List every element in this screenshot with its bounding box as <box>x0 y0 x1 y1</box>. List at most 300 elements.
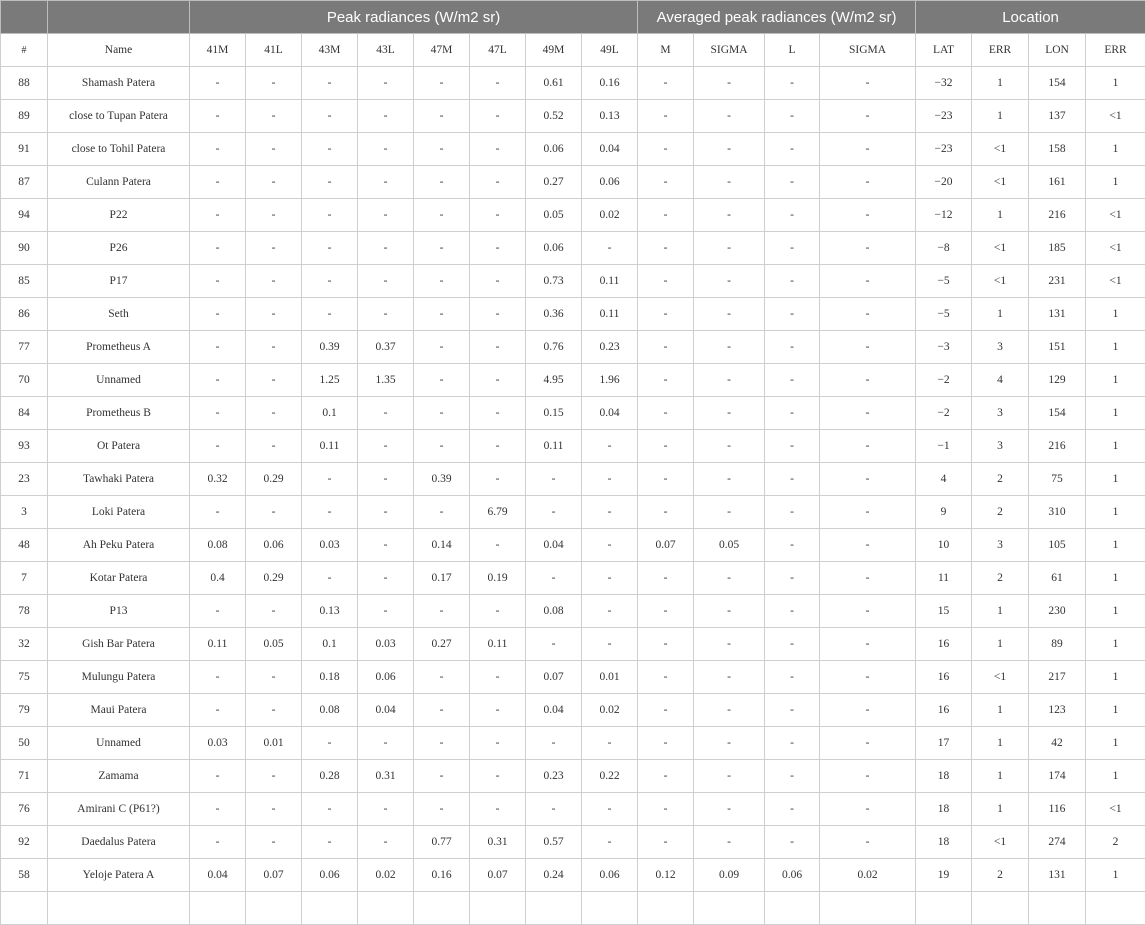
table-cell: - <box>582 430 638 463</box>
table-cell: 0.1 <box>302 397 358 430</box>
table-cell: Daedalus Patera <box>48 826 190 859</box>
table-cell: - <box>765 463 820 496</box>
table-cell: - <box>638 826 694 859</box>
table-cell: <1 <box>1086 100 1145 133</box>
table-cell: - <box>820 298 916 331</box>
table-cell: - <box>765 760 820 793</box>
table-cell: 0.06 <box>246 529 302 562</box>
table-cell: - <box>302 463 358 496</box>
table-cell: - <box>638 661 694 694</box>
table-cell: - <box>638 628 694 661</box>
table-cell: −3 <box>916 331 972 364</box>
table-cell: - <box>246 793 302 826</box>
table-cell: 1 <box>972 628 1029 661</box>
table-row <box>1 793 1145 826</box>
table-cell: - <box>414 496 470 529</box>
table-cell: - <box>246 166 302 199</box>
table-cell <box>358 892 414 925</box>
table-cell: - <box>694 793 765 826</box>
table-cell: - <box>246 496 302 529</box>
table-cell: - <box>246 661 302 694</box>
table-cell: −5 <box>916 265 972 298</box>
table-cell: 1 <box>972 67 1029 100</box>
table-cell: 0.13 <box>302 595 358 628</box>
table-cell: 0.11 <box>302 430 358 463</box>
table-cell: 0.1 <box>302 628 358 661</box>
table-cell: - <box>820 529 916 562</box>
table-cell: - <box>246 133 302 166</box>
table-cell: 85 <box>1 265 48 298</box>
table-cell: - <box>638 595 694 628</box>
table-cell: - <box>638 793 694 826</box>
table-cell: 2 <box>972 562 1029 595</box>
table-cell: <1 <box>972 166 1029 199</box>
table-cell: −23 <box>916 133 972 166</box>
table-cell: - <box>820 595 916 628</box>
table-cell: - <box>638 562 694 595</box>
table-cell: 0.22 <box>582 760 638 793</box>
column-header: 43L <box>358 34 414 67</box>
table-cell: - <box>190 331 246 364</box>
table-cell: 1 <box>1086 331 1145 364</box>
table-cell: Gish Bar Patera <box>48 628 190 661</box>
table-cell: - <box>765 397 820 430</box>
table-cell: - <box>358 727 414 760</box>
table-cell: - <box>358 199 414 232</box>
table-cell: 0.02 <box>358 859 414 892</box>
table-cell: - <box>246 397 302 430</box>
table-cell: 0.17 <box>414 562 470 595</box>
table-row <box>1 727 1145 760</box>
table-cell: 1 <box>1086 859 1145 892</box>
table-cell: - <box>765 529 820 562</box>
table-cell: Shamash Patera <box>48 67 190 100</box>
table-cell: - <box>470 166 526 199</box>
table-cell: - <box>765 496 820 529</box>
table-cell: 4 <box>972 364 1029 397</box>
table-cell: - <box>358 562 414 595</box>
table-cell: - <box>414 727 470 760</box>
table-cell: 1 <box>1086 463 1145 496</box>
table-cell: - <box>470 397 526 430</box>
table-cell: - <box>246 199 302 232</box>
table-cell: 1 <box>972 199 1029 232</box>
table-cell: - <box>638 100 694 133</box>
table-cell: - <box>820 562 916 595</box>
table-cell: 216 <box>1029 430 1086 463</box>
table-cell: - <box>765 793 820 826</box>
table-cell: 1 <box>1086 430 1145 463</box>
column-header: Name <box>48 34 190 67</box>
table-cell: - <box>638 331 694 364</box>
table-row <box>1 166 1145 199</box>
table-cell <box>820 892 916 925</box>
table-cell: 154 <box>1029 67 1086 100</box>
table-cell: Mulungu Patera <box>48 661 190 694</box>
table-cell: - <box>246 232 302 265</box>
table-cell: - <box>246 694 302 727</box>
table-cell: - <box>765 166 820 199</box>
table-cell: - <box>638 760 694 793</box>
table-cell: - <box>358 430 414 463</box>
table-cell: - <box>582 628 638 661</box>
table-cell: - <box>302 496 358 529</box>
table-cell: - <box>694 67 765 100</box>
table-cell: 0.06 <box>526 232 582 265</box>
table-cell: Culann Patera <box>48 166 190 199</box>
table-cell: - <box>190 67 246 100</box>
table-cell: 0.07 <box>246 859 302 892</box>
table-cell: - <box>246 298 302 331</box>
table-cell: 3 <box>972 430 1029 463</box>
table-cell: 0.03 <box>302 529 358 562</box>
table-cell: - <box>470 67 526 100</box>
table-cell <box>190 892 246 925</box>
table-cell: - <box>470 694 526 727</box>
table-cell: - <box>302 67 358 100</box>
table-cell: 0.13 <box>582 100 638 133</box>
table-cell: 89 <box>1 100 48 133</box>
table-cell: 274 <box>1029 826 1086 859</box>
table-cell: 2 <box>972 496 1029 529</box>
table-cell: −20 <box>916 166 972 199</box>
table-cell: - <box>765 364 820 397</box>
table-row <box>1 232 1145 265</box>
table-cell: - <box>302 562 358 595</box>
table-cell: 0.03 <box>190 727 246 760</box>
table-cell: - <box>765 595 820 628</box>
table-cell: - <box>765 199 820 232</box>
table-cell: 0.31 <box>358 760 414 793</box>
table-cell: - <box>582 562 638 595</box>
table-cell: 123 <box>1029 694 1086 727</box>
table-cell: - <box>190 397 246 430</box>
table-cell: - <box>638 463 694 496</box>
table-cell: - <box>820 430 916 463</box>
table-cell: 0.29 <box>246 562 302 595</box>
table-cell: 158 <box>1029 133 1086 166</box>
table-cell: −1 <box>916 430 972 463</box>
column-header: L <box>765 34 820 67</box>
table-cell: 71 <box>1 760 48 793</box>
table-cell: −2 <box>916 364 972 397</box>
table-cell: - <box>820 364 916 397</box>
table-cell: - <box>246 430 302 463</box>
table-cell: 3 <box>972 529 1029 562</box>
table-cell: - <box>302 793 358 826</box>
table-cell: <1 <box>1086 232 1145 265</box>
table-cell: 3 <box>972 331 1029 364</box>
table-cell: - <box>820 694 916 727</box>
table-cell <box>1029 892 1086 925</box>
table-cell: −8 <box>916 232 972 265</box>
table-cell: - <box>638 298 694 331</box>
table-cell: - <box>765 232 820 265</box>
column-header: ERR <box>972 34 1029 67</box>
table-cell: −2 <box>916 397 972 430</box>
table-cell: 0.07 <box>638 529 694 562</box>
table-cell: - <box>358 232 414 265</box>
table-cell: 1 <box>972 298 1029 331</box>
table-cell: close to Tohil Patera <box>48 133 190 166</box>
table-cell: 0.05 <box>694 529 765 562</box>
table-cell: 0.4 <box>190 562 246 595</box>
table-cell <box>638 892 694 925</box>
group-header-location: Location <box>916 1 1145 34</box>
table-cell: Zamama <box>48 760 190 793</box>
table-cell: 0.07 <box>526 661 582 694</box>
table-cell: - <box>820 727 916 760</box>
table-cell: - <box>246 826 302 859</box>
table-cell: - <box>638 199 694 232</box>
table-cell: - <box>470 265 526 298</box>
table-cell: Ot Patera <box>48 430 190 463</box>
table-cell: - <box>820 199 916 232</box>
table-cell: 1.35 <box>358 364 414 397</box>
table-cell: - <box>638 133 694 166</box>
table-cell: - <box>694 661 765 694</box>
table-cell: 185 <box>1029 232 1086 265</box>
table-cell: 1 <box>1086 397 1145 430</box>
table-cell: 0.04 <box>526 694 582 727</box>
table-cell: - <box>470 100 526 133</box>
table-cell: 50 <box>1 727 48 760</box>
table-cell: - <box>190 364 246 397</box>
table-cell: 0.08 <box>302 694 358 727</box>
table-cell: 86 <box>1 298 48 331</box>
column-header: # <box>1 34 48 67</box>
table-cell: - <box>765 826 820 859</box>
table-cell: 0.23 <box>582 331 638 364</box>
table-cell: - <box>820 265 916 298</box>
table-cell: 1 <box>972 595 1029 628</box>
table-cell: - <box>470 430 526 463</box>
table-cell: - <box>765 265 820 298</box>
table-cell: 131 <box>1029 859 1086 892</box>
table-cell: P22 <box>48 199 190 232</box>
table-row <box>1 430 1145 463</box>
table-cell: - <box>694 496 765 529</box>
table-cell: 1 <box>1086 529 1145 562</box>
table-cell: - <box>765 100 820 133</box>
table-cell: 0.76 <box>526 331 582 364</box>
table-cell: 1 <box>1086 298 1145 331</box>
table-cell: 1 <box>972 727 1029 760</box>
table-cell: 0.04 <box>582 397 638 430</box>
table-cell: - <box>638 166 694 199</box>
table-cell: - <box>582 793 638 826</box>
table-cell: - <box>694 331 765 364</box>
table-cell: - <box>820 496 916 529</box>
table-cell: - <box>414 661 470 694</box>
table-cell: 0.06 <box>302 859 358 892</box>
table-cell: 79 <box>1 694 48 727</box>
table-cell: Kotar Patera <box>48 562 190 595</box>
table-cell: 2 <box>972 859 1029 892</box>
table-cell: - <box>820 166 916 199</box>
table-cell: 230 <box>1029 595 1086 628</box>
table-cell: 1 <box>1086 133 1145 166</box>
table-cell: - <box>470 727 526 760</box>
table-cell: - <box>638 67 694 100</box>
table-cell: 231 <box>1029 265 1086 298</box>
column-header: SIGMA <box>820 34 916 67</box>
table-cell: - <box>470 595 526 628</box>
table-cell: 0.61 <box>526 67 582 100</box>
column-header: 49L <box>582 34 638 67</box>
table-cell: - <box>414 694 470 727</box>
table-cell: - <box>638 265 694 298</box>
table-cell: <1 <box>972 826 1029 859</box>
table-cell: Loki Patera <box>48 496 190 529</box>
table-cell: 217 <box>1029 661 1086 694</box>
table-cell: 0.16 <box>582 67 638 100</box>
table-cell: 3 <box>1 496 48 529</box>
table-cell: 131 <box>1029 298 1086 331</box>
table-cell: 116 <box>1029 793 1086 826</box>
column-header-row <box>1 34 1145 67</box>
table-cell: 32 <box>1 628 48 661</box>
table-cell: −32 <box>916 67 972 100</box>
table-cell: - <box>820 67 916 100</box>
table-cell: - <box>302 727 358 760</box>
table-cell: 1 <box>1086 760 1145 793</box>
table-cell: 3 <box>972 397 1029 430</box>
table-cell: 0.18 <box>302 661 358 694</box>
table-cell <box>302 892 358 925</box>
table-cell: 6.79 <box>470 496 526 529</box>
table-cell: 75 <box>1029 463 1086 496</box>
table-cell: 0.12 <box>638 859 694 892</box>
table-cell: - <box>694 133 765 166</box>
table-cell: <1 <box>972 661 1029 694</box>
table-cell: - <box>414 265 470 298</box>
table-cell: - <box>414 595 470 628</box>
table-cell: - <box>190 199 246 232</box>
table-row <box>1 859 1145 892</box>
table-cell: - <box>765 661 820 694</box>
table-cell: 1 <box>1086 661 1145 694</box>
table-cell: - <box>414 166 470 199</box>
table-cell: - <box>694 694 765 727</box>
table-cell: - <box>820 760 916 793</box>
table-cell: 105 <box>1029 529 1086 562</box>
table-row <box>1 397 1145 430</box>
table-cell: 19 <box>916 859 972 892</box>
table-cell <box>470 892 526 925</box>
table-cell: - <box>820 232 916 265</box>
table-cell: - <box>765 562 820 595</box>
table-cell: 17 <box>916 727 972 760</box>
table-cell: - <box>582 463 638 496</box>
table-cell: 1 <box>1086 364 1145 397</box>
table-cell: 0.19 <box>470 562 526 595</box>
table-cell: - <box>526 562 582 595</box>
table-cell: 1.96 <box>582 364 638 397</box>
table-cell: 0.32 <box>190 463 246 496</box>
table-cell: Prometheus B <box>48 397 190 430</box>
table-row <box>1 463 1145 496</box>
column-header: M <box>638 34 694 67</box>
table-cell: - <box>358 166 414 199</box>
table-cell <box>1086 892 1145 925</box>
table-cell: 151 <box>1029 331 1086 364</box>
table-row <box>1 694 1145 727</box>
table-cell: - <box>638 430 694 463</box>
table-cell: - <box>190 661 246 694</box>
table-cell: 90 <box>1 232 48 265</box>
table-cell: - <box>470 364 526 397</box>
table-cell: 0.02 <box>820 859 916 892</box>
table-cell: 1 <box>1086 595 1145 628</box>
table-row <box>1 529 1145 562</box>
table-cell: - <box>190 166 246 199</box>
table-row <box>1 628 1145 661</box>
table-cell: - <box>820 463 916 496</box>
table-row <box>1 199 1145 232</box>
table-row <box>1 265 1145 298</box>
table-cell: 0.14 <box>414 529 470 562</box>
table-cell: - <box>820 628 916 661</box>
table-cell: 7 <box>1 562 48 595</box>
table-cell: 18 <box>916 793 972 826</box>
table-cell: Yeloje Patera A <box>48 859 190 892</box>
table-cell: Maui Patera <box>48 694 190 727</box>
table-cell: 0.03 <box>358 628 414 661</box>
table-cell: - <box>694 562 765 595</box>
table-cell: 0.08 <box>526 595 582 628</box>
table-cell: 0.06 <box>582 859 638 892</box>
table-cell: - <box>470 760 526 793</box>
table-cell: 0.27 <box>414 628 470 661</box>
table-cell: 4.95 <box>526 364 582 397</box>
table-cell: - <box>414 364 470 397</box>
table-cell: - <box>190 133 246 166</box>
table-cell: 18 <box>916 760 972 793</box>
table-cell <box>916 892 972 925</box>
table-cell: - <box>470 463 526 496</box>
table-cell: 15 <box>916 595 972 628</box>
table-row <box>1 661 1145 694</box>
table-cell: 1 <box>1086 166 1145 199</box>
table-cell: - <box>820 133 916 166</box>
table-cell: - <box>358 529 414 562</box>
table-cell: - <box>638 496 694 529</box>
table-row <box>1 826 1145 859</box>
table-cell: - <box>820 100 916 133</box>
table-cell: 161 <box>1029 166 1086 199</box>
table-cell: - <box>358 826 414 859</box>
table-cell: 75 <box>1 661 48 694</box>
table-cell: 94 <box>1 199 48 232</box>
table-cell: 0.23 <box>526 760 582 793</box>
table-cell: - <box>765 430 820 463</box>
table-cell: <1 <box>972 232 1029 265</box>
column-header: 47M <box>414 34 470 67</box>
table-cell: - <box>638 397 694 430</box>
table-cell: - <box>414 67 470 100</box>
table-cell: 174 <box>1029 760 1086 793</box>
table-cell: 0.04 <box>582 133 638 166</box>
table-cell: - <box>358 496 414 529</box>
column-header: 49M <box>526 34 582 67</box>
table-cell: - <box>526 628 582 661</box>
table-cell: 0.11 <box>582 298 638 331</box>
table-cell: 216 <box>1029 199 1086 232</box>
table-cell <box>1 892 48 925</box>
table-cell: - <box>638 232 694 265</box>
table-cell: - <box>694 727 765 760</box>
